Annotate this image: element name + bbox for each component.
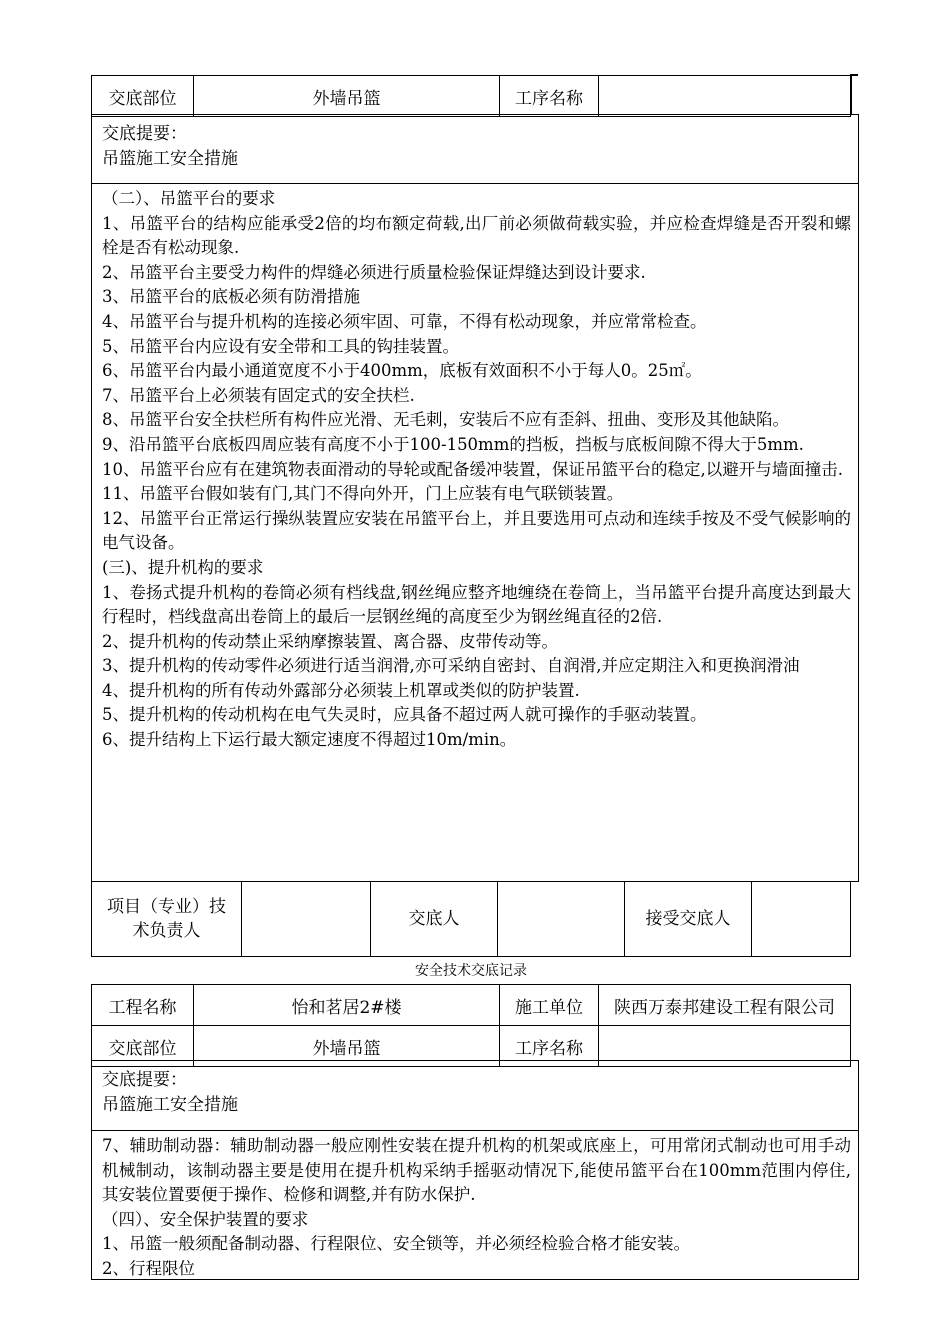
location-value: 外墙吊篮 (194, 76, 500, 117)
process-value (599, 76, 851, 117)
project-name-label: 工程名称 (92, 985, 194, 1026)
header-corner-mark (850, 74, 858, 114)
content-line: 10、吊篮平台应有在建筑物表面滑动的导轮或配备缓冲装置，保证吊篮平台的稳定,以避开与墙面撞击. (102, 459, 843, 479)
record-title: 安全技术交底记录 (415, 963, 527, 979)
content-line: 9、沿吊篮平台底板四周应装有高度不小于100-150mm的挡板，挡板与底板间隙不得大于5mm. (102, 434, 804, 454)
page1-summary-box (91, 114, 859, 184)
content-line: 8、吊篮平台安全扶栏所有构件应光滑、无毛刺，安装后不应有歪斜、扭曲、变形及其他缺陷。 (102, 410, 789, 430)
summary-text: 吊篮施工安全措施 (102, 1095, 238, 1115)
signature-table (91, 881, 851, 957)
summary-text: 吊篮施工安全措施 (102, 149, 238, 169)
content-line: 4、提升机构的所有传动外露部分必须装上机罩或类似的防护装置. (102, 680, 580, 700)
content-line: (三)、提升机构的要求 (102, 557, 264, 577)
content-line: 7、辅助制动器：辅助制动器一般应刚性安装在提升机构的机架或底座上，可用常闭式制动也可用手动机械制动，该制动器主要是使用在提升机构采纳手摇驱动情况下,能使吊篮平台在100mm范围内停住,其安装位置要便于操作、检修和调整,并有防水保护. (102, 1136, 851, 1205)
content-line: 3、提升机构的传动零件必须进行适当润滑,亦可采纳自密封、自润滑,并应定期注入和更换润滑油 (102, 656, 800, 676)
content-line: 4、吊篮平台与提升机构的连接必须牢固、可靠，不得有松动现象，并应常常检查。 (102, 311, 707, 331)
construction-unit-value: 陕西万泰邦建设工程有限公司 (599, 985, 851, 1026)
process-label: 工序名称 (500, 1026, 599, 1067)
content-line: 2、提升机构的传动禁止采纳摩擦装置、离合器、皮带传动等。 (102, 631, 558, 651)
discloser-label: 交底人 (371, 882, 498, 957)
content-line: 6、提升结构上下运行最大额定速度不得超过10m/min。 (102, 730, 517, 750)
project-name-value: 怡和茗居2#楼 (194, 985, 500, 1026)
page2-summary-box (91, 1060, 859, 1131)
content-line: 6、吊篮平台内最小通道宽度不小于400mm，底板有效面积不小于每人0。25㎡。 (102, 361, 702, 381)
tech-lead-label: 项目（专业）技术负责人 (92, 882, 242, 957)
content-line: 5、吊篮平台内应设有安全带和工具的钩挂装置。 (102, 336, 459, 356)
summary-label: 交底提要： (102, 1070, 187, 1090)
location-label: 交底部位 (92, 1026, 194, 1067)
content-line: （四）、安全保护装置的要求 (102, 1209, 309, 1229)
location-value: 外墙吊篮 (194, 1026, 500, 1067)
content-line: 1、卷扬式提升机构的卷筒必须有档线盘,钢丝绳应整齐地缠绕在卷筒上，当吊篮平台提升高度达到最大行程时，档线盘高出卷筒上的最后一层钢丝绳的高度至少为钢丝绳直径的2倍. (102, 582, 851, 627)
construction-unit-label: 施工单位 (500, 985, 599, 1026)
content-line: 1、吊篮一般须配备制动器、行程限位、安全锁等，并必须经检验合格才能安装。 (102, 1234, 690, 1254)
content-line: 1、吊篮平台的结构应能承受2倍的均布额定荷载,出厂前必须做荷载实验，并应检查焊缝是否开裂和螺栓是否有松动现象. (102, 213, 851, 258)
content-line: 3、吊篮平台的底板必须有防滑措施 (102, 287, 360, 307)
content-line: （二）、吊篮平台的要求 (102, 189, 276, 208)
discloser-signature (498, 882, 625, 957)
page1-content-box (91, 183, 859, 882)
content-line: 7、吊篮平台上必须装有固定式的安全扶栏. (102, 385, 415, 405)
content-line: 2、吊篮平台主要受力构件的焊缝必须进行质量检验保证焊缝达到设计要求. (102, 262, 646, 282)
location-label: 交底部位 (92, 76, 194, 117)
content-line: 12、吊篮平台正常运行操纵装置应安装在吊篮平台上，并且要选用可点动和连续手按及不受气候影响的电气设备。 (102, 508, 851, 553)
content-line: 11、吊篮平台假如装有门,其门不得向外开，门上应装有电气联锁装置。 (102, 484, 624, 504)
tech-lead-signature (242, 882, 371, 957)
receiver-signature (752, 882, 851, 957)
receiver-label: 接受交底人 (625, 882, 752, 957)
page1-header-table (91, 75, 851, 117)
page2-content-box (91, 1130, 859, 1280)
summary-label: 交底提要： (102, 124, 187, 144)
content-line: 2、行程限位 (102, 1258, 195, 1278)
page2-header-table (91, 984, 851, 1067)
process-label: 工序名称 (500, 76, 599, 117)
content-line: 5、提升机构的传动机构在电气失灵时，应具备不超过两人就可操作的手驱动装置。 (102, 705, 707, 725)
